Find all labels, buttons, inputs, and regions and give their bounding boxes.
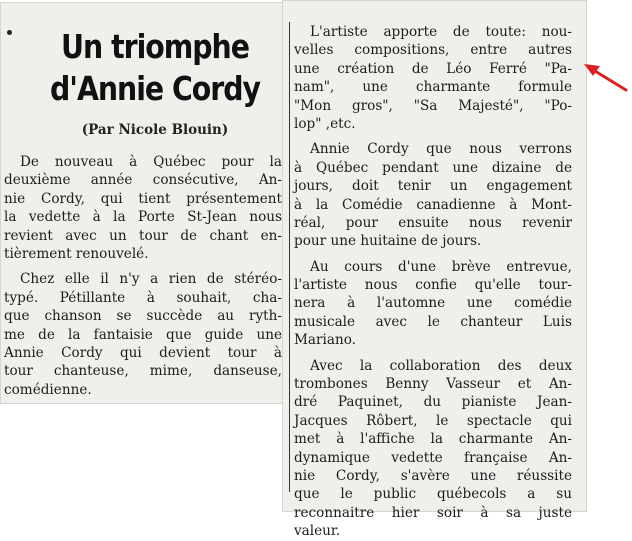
text-line: reconnaitre hier soir à sa juste <box>294 504 572 521</box>
text-line: Jacques Rôbert, le spectacle qui <box>294 412 572 429</box>
text-line: me de la fantaisie que guide une <box>4 326 282 343</box>
left-column-text <box>4 153 282 399</box>
paragraph <box>294 357 572 541</box>
text-line: que le public québecols a su <box>294 486 572 503</box>
text-line: nie Cordy, qui tient présentement <box>4 190 282 207</box>
text-line: valeur. <box>294 523 341 540</box>
text-line: dynamique vedette française An- <box>294 449 572 466</box>
paragraph <box>294 23 572 133</box>
text-line: Chez elle il n'y a rien de stéréo- <box>20 271 282 288</box>
text-line: "Mon gros", "Sa Majesté", "Po- <box>294 97 572 114</box>
red-arrow-icon <box>580 60 630 94</box>
text-line: Avec la collaboration des deux <box>310 357 572 374</box>
byline: (Par Nicole Blouin) <box>81 122 229 138</box>
text-line: deuxième année consécutive, An- <box>4 172 282 189</box>
text-line: nie Cordy, s'avère une réussite <box>294 467 572 484</box>
text-line: l'artiste nous confie qu'elle tour- <box>294 277 572 294</box>
bullet-dot <box>7 30 12 35</box>
text-line: à Québec pendant une dizaine de <box>294 159 572 176</box>
paragraph <box>294 140 572 250</box>
right-column-text <box>294 23 572 541</box>
text-line: comédienne. <box>4 381 92 398</box>
text-line: nam", une charmante formule <box>294 79 572 96</box>
text-line: à la Comédie canadienne à Mont- <box>294 196 572 213</box>
text-line: L'artiste apporte de toute: nou- <box>310 24 572 40</box>
text-line: Annie Cordy qui devient tour à <box>4 344 282 361</box>
text-line: dré Paquinet, du pianiste Jean- <box>294 394 572 411</box>
text-line: que chanson se succède au ryth- <box>4 308 282 325</box>
article-headline <box>48 26 263 110</box>
headline-line-1: Un triomphe <box>61 27 249 66</box>
text-line: revient avec un tour de chant en- <box>4 227 282 244</box>
text-line: musicale avec le chanteur Luis <box>294 313 572 330</box>
text-line: typé. Pétillante à souhait, cha- <box>4 289 282 306</box>
text-line: tièrement renouvelé. <box>4 245 149 262</box>
text-line: réal, pour ensuite nous revenir <box>294 214 572 231</box>
text-line: pour une huitaine de jours. <box>294 233 482 250</box>
text-line: jours, doit tenir un engagement <box>294 178 572 195</box>
text-line: velles compositions, entre autres <box>294 42 572 59</box>
headline-line-2: d'Annie Cordy <box>50 69 260 108</box>
text-line: tour chanteuse, mime, danseuse, <box>4 363 282 380</box>
text-line: De nouveau à Québec pour la <box>20 154 282 170</box>
paragraph <box>294 258 572 350</box>
text-line: une création de Léo Ferré "Pa- <box>294 60 572 77</box>
column-rule <box>289 22 290 492</box>
paragraph <box>4 153 282 263</box>
text-line: trombones Benny Vasseur et An- <box>294 376 572 393</box>
text-line: la vedette à la Porte St-Jean nous <box>4 209 282 226</box>
text-line: Mariano. <box>294 332 356 349</box>
text-line: Au cours d'une brève entrevue, <box>310 258 572 275</box>
text-line: lop" ,etc. <box>294 115 356 132</box>
text-line: met à l'affiche la charmante An- <box>294 431 572 448</box>
text-line: nera à l'automne une comédie <box>294 295 572 312</box>
paragraph <box>4 270 282 399</box>
text-line: Annie Cordy que nous verrons <box>310 141 572 158</box>
